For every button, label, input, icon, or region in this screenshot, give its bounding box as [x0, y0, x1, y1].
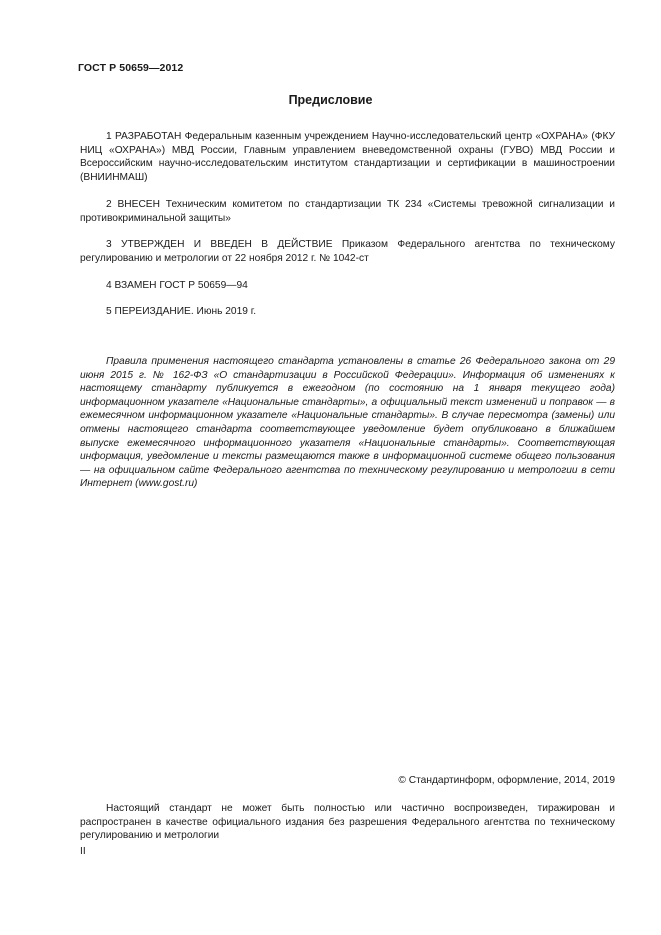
copyright-line: © Стандартинформ, оформление, 2014, 2019 [398, 775, 615, 786]
page-number: II [80, 846, 86, 857]
foreword-item-reissue: 5 ПЕРЕИЗДАНИЕ. Июнь 2019 г. [106, 306, 257, 317]
foreword-item-approved: 3 УТВЕРЖДЕН И ВВЕДЕН В ДЕЙСТВИЕ Приказом Федерального агентства по техническому регулированию и метрологии от 22 ноября 2012 г. № 1042-ст [80, 239, 615, 264]
reproduction-notice: Настоящий стандарт не может быть полностью или частично воспроизведен, тиражирован и распространен в качестве официального издания без разрешения Федерального агентства по техническому регулированию и метрологии [80, 803, 615, 842]
foreword-item-replaces: 4 ВЗАМЕН ГОСТ Р 50659—94 [106, 280, 248, 291]
document-code: ГОСТ Р 50659—2012 [78, 62, 184, 74]
page-title: Предисловие [288, 93, 373, 107]
foreword-item-developed: 1 РАЗРАБОТАН Федеральным казенным учреждением Научно-исследовательский центр «ОХРАНА» (ФКУ НИЦ «ОХРАНА») МВД России, Главным управлением вневедомственной охраны (ГУВО) МВД России и Всероссийским научно-исследовательским институтом стандартизации и сертификации в машиностроении (ВНИИНМАШ) [80, 131, 615, 183]
foreword-item-introduced: 2 ВНЕСЕН Техническим комитетом по стандартизации ТК 234 «Системы тревожной сигнализации и противокриминальной защиты» [80, 199, 615, 224]
application-rules-text: Правила применения настоящего стандарта установлены в статье 26 Федерального закона от 29 июня 2015 г. № 162-ФЗ «О стандартизации в Российской Федерации». Информация об изменениях к настоящему стандарту публикуется в ежегодном (по состоянию на 1 января текущего года) информационном указателе «Национальные стандарты», а официальный текст изменений и поправок — в ежемесячном информационном указателе «Национальные стандарты». В случае пересмотра (замены) или отмены настоящего стандарта соответствующее уведомление будет опубликовано в ближайшем выпуске ежемесячного информационного указателя «Национальные стандарты». Соответствующая информация, уведомление и тексты размещаются также в информационной системе общего пользования — на официальном сайте Федерального агентства по техническому регулированию и метрологии в сети Интернет (www.gost.ru) [80, 356, 615, 490]
